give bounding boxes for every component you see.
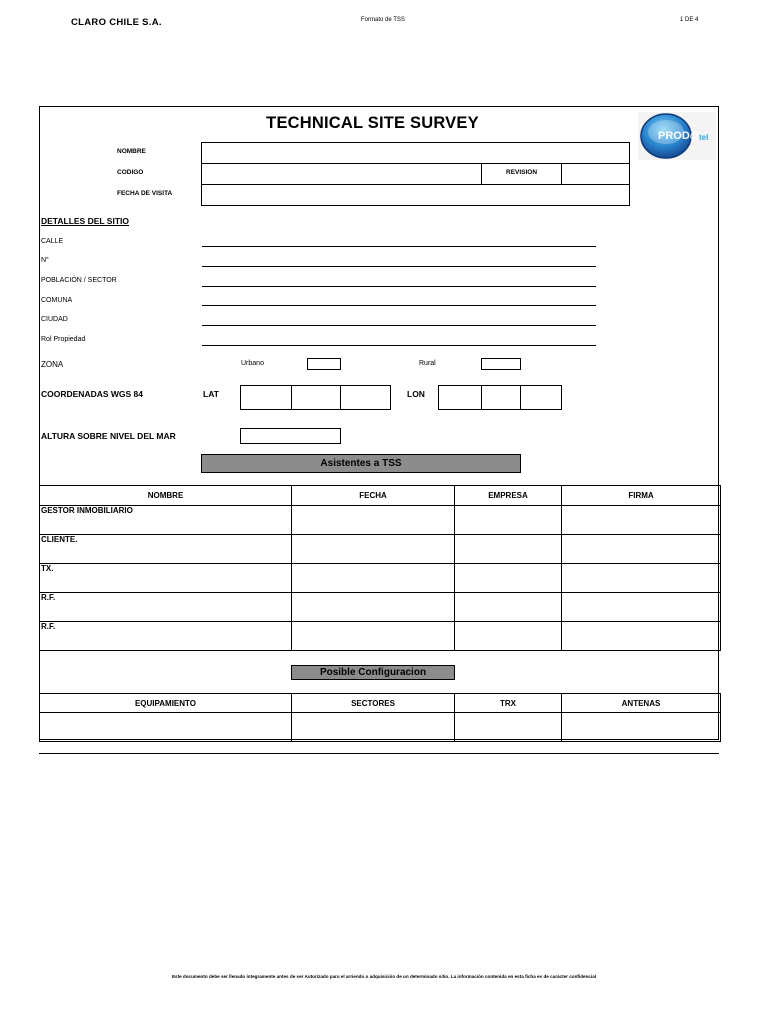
tx-fecha-cell[interactable] bbox=[292, 564, 455, 593]
col-equipamiento: EQUIPAMIENTO bbox=[40, 694, 292, 713]
rf2-fecha-cell[interactable] bbox=[292, 622, 455, 651]
comuna-label: COMUNA bbox=[41, 297, 73, 304]
lat-degrees-field[interactable] bbox=[240, 385, 292, 410]
nombre-field[interactable] bbox=[201, 142, 630, 164]
logo-text: PROD@ bbox=[658, 130, 701, 142]
lon-minutes-field[interactable] bbox=[481, 385, 521, 410]
lon-degrees-field[interactable] bbox=[438, 385, 482, 410]
altura-field[interactable] bbox=[240, 428, 341, 444]
rf1-firma-cell[interactable] bbox=[562, 593, 721, 622]
rol-label: Rol Propiedad bbox=[41, 336, 86, 343]
nombre-label: NOMBRE bbox=[117, 148, 146, 155]
col-sectores: SECTORES bbox=[292, 694, 455, 713]
calle-label: CALLE bbox=[41, 238, 64, 245]
zona-label: ZONA bbox=[41, 360, 64, 369]
table-row bbox=[40, 622, 721, 651]
gestor-empresa-cell[interactable] bbox=[455, 506, 562, 535]
col-empresa: EMPRESA bbox=[455, 486, 562, 506]
footer-divider bbox=[39, 753, 719, 754]
format-label: Formato de TSS bbox=[361, 17, 405, 23]
cliente-empresa-cell[interactable] bbox=[455, 535, 562, 564]
fecha-visita-field[interactable] bbox=[201, 184, 630, 206]
cliente-firma-cell[interactable] bbox=[562, 535, 721, 564]
logo-suffix: tel bbox=[699, 133, 709, 142]
table-row bbox=[40, 593, 721, 622]
table-row bbox=[40, 564, 721, 593]
tx-firma-cell[interactable] bbox=[562, 564, 721, 593]
attendees-table bbox=[39, 485, 721, 651]
lon-label: LON bbox=[407, 389, 425, 399]
gestor-firma-cell[interactable] bbox=[562, 506, 721, 535]
codigo-label: CODIGO bbox=[117, 169, 144, 176]
col-antenas: ANTENAS bbox=[562, 694, 721, 713]
urbano-label: Urbano bbox=[241, 360, 264, 367]
poblacion-label: POBLACIÓN / SECTOR bbox=[41, 277, 117, 284]
revision-label-cell bbox=[481, 163, 562, 185]
ciudad-label: CIUDAD bbox=[41, 316, 68, 323]
attendees-header-row bbox=[40, 486, 721, 506]
rural-label: Rural bbox=[419, 360, 436, 367]
lon-seconds-field[interactable] bbox=[520, 385, 562, 410]
col-firma: FIRMA bbox=[562, 486, 721, 506]
company-name: CLARO CHILE S.A. bbox=[71, 17, 162, 28]
lat-minutes-field[interactable] bbox=[291, 385, 341, 410]
site-details-heading: DETALLES DEL SITIO bbox=[41, 216, 129, 226]
antenas-cell[interactable] bbox=[562, 713, 721, 742]
col-trx: TRX bbox=[455, 694, 562, 713]
rf1-empresa-cell[interactable] bbox=[455, 593, 562, 622]
lat-label: LAT bbox=[203, 389, 219, 399]
revision-label: REVISION bbox=[506, 169, 538, 176]
rol-field[interactable] bbox=[202, 345, 596, 346]
row-rf1-label: R.F. bbox=[40, 593, 292, 622]
poblacion-field[interactable] bbox=[202, 286, 596, 287]
sectores-cell[interactable] bbox=[292, 713, 455, 742]
col-nombre: NOMBRE bbox=[40, 486, 292, 506]
trx-cell[interactable] bbox=[455, 713, 562, 742]
numero-field[interactable] bbox=[202, 266, 596, 267]
table-row bbox=[40, 713, 721, 742]
altura-label: ALTURA SOBRE NIVEL DEL MAR bbox=[41, 431, 176, 441]
prodatel-logo bbox=[638, 112, 716, 160]
footnote: Este documento debe ser llenado íntegramente antes de ser Autorizado para el arriendo o adquisición de un determinado sitio. La información contenida en esta ficha es de carácter confidencial bbox=[171, 974, 597, 979]
ciudad-field[interactable] bbox=[202, 325, 596, 326]
rf2-firma-cell[interactable] bbox=[562, 622, 721, 651]
cliente-fecha-cell[interactable] bbox=[292, 535, 455, 564]
rf2-empresa-cell[interactable] bbox=[455, 622, 562, 651]
row-gestor-label: GESTOR INMOBILIARIO bbox=[40, 506, 292, 535]
numero-label: N° bbox=[41, 257, 49, 264]
configuration-table bbox=[39, 693, 721, 742]
coordenadas-label: COORDENADAS WGS 84 bbox=[41, 389, 144, 399]
codigo-field[interactable] bbox=[201, 163, 482, 185]
table-row bbox=[40, 506, 721, 535]
calle-field[interactable] bbox=[202, 246, 596, 247]
configuration-banner: Posible Configuracion bbox=[291, 665, 455, 680]
configuration-header-row bbox=[40, 694, 721, 713]
row-tx-label: TX. bbox=[40, 564, 292, 593]
fecha-visita-label: FECHA DE VISITA bbox=[117, 190, 173, 197]
col-fecha: FECHA bbox=[292, 486, 455, 506]
tx-empresa-cell[interactable] bbox=[455, 564, 562, 593]
lat-seconds-field[interactable] bbox=[340, 385, 391, 410]
revision-field[interactable] bbox=[561, 163, 630, 185]
page-number: 1 DE 4 bbox=[680, 17, 699, 23]
row-rf2-label: R.F. bbox=[40, 622, 292, 651]
gestor-fecha-cell[interactable] bbox=[292, 506, 455, 535]
rf1-fecha-cell[interactable] bbox=[292, 593, 455, 622]
attendees-banner: Asistentes a TSS bbox=[201, 454, 521, 473]
form-title: TECHNICAL SITE SURVEY bbox=[266, 114, 479, 132]
rural-checkbox[interactable] bbox=[481, 358, 521, 370]
row-cliente-label: CLIENTE. bbox=[40, 535, 292, 564]
equipamiento-cell[interactable] bbox=[40, 713, 292, 742]
urbano-checkbox[interactable] bbox=[307, 358, 341, 370]
table-row bbox=[40, 535, 721, 564]
comuna-field[interactable] bbox=[202, 305, 596, 306]
